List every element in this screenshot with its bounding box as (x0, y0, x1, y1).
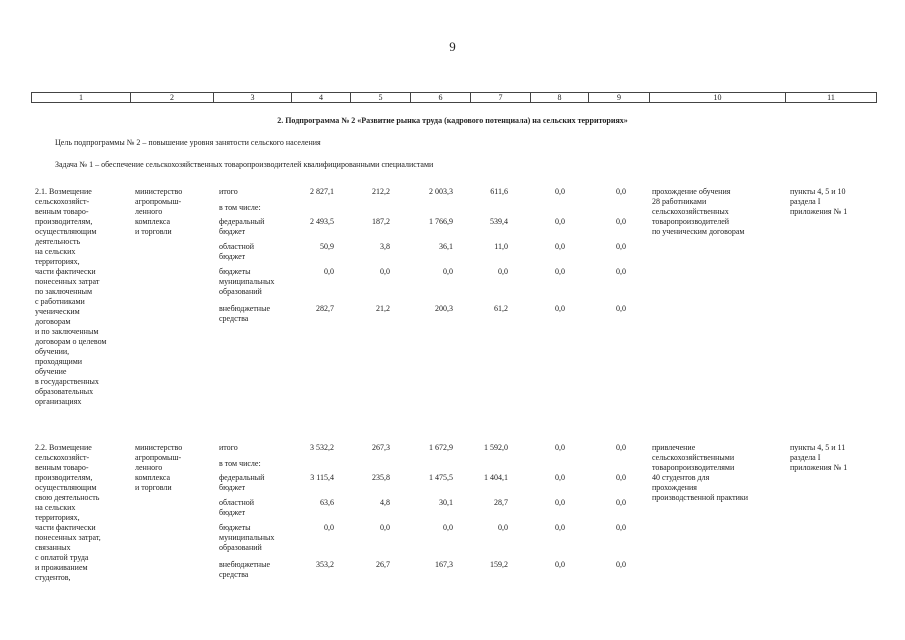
value-cell: 1 766,9 (429, 217, 453, 226)
value-cell: 2 003,3 (429, 187, 453, 196)
value-cell: 353,2 (316, 560, 334, 569)
value-cell: 0,0 (380, 523, 390, 532)
column-number: 10 (650, 93, 786, 103)
value-cell: 0,0 (324, 523, 334, 532)
value-cell: 1 404,1 (484, 473, 508, 482)
value-cell: 0,0 (555, 473, 565, 482)
value-cell: 1 475,5 (429, 473, 453, 482)
legal-reference: пункты 4, 5 и 11 раздела I приложения № 1 (790, 443, 848, 472)
column-number: 1 (32, 93, 131, 103)
column-number: 9 (589, 93, 650, 103)
measure-executor: министерство агропромыш- ленного комплекса и торговли (135, 443, 183, 492)
source-label: внебюджетные средства (219, 304, 270, 323)
subprogram-title: 2. Подпрограмма № 2 «Развитие рынка труда (кадрового потенциала) на сельских территориях» (277, 116, 628, 125)
value-cell: 0,0 (498, 267, 508, 276)
value-cell: 611,6 (490, 187, 508, 196)
page-number: 9 (449, 39, 456, 54)
value-cell: 187,2 (372, 217, 390, 226)
value-cell: 28,7 (494, 498, 508, 507)
legal-reference: пункты 4, 5 и 10 раздела I приложения № 1 (790, 187, 848, 216)
source-label: федеральный бюджет (219, 217, 265, 236)
value-cell: 63,6 (320, 498, 334, 507)
value-cell: 0,0 (616, 304, 626, 313)
expected-result: привлечение сельскохозяйственными товаропроизводителями 40 студентов для прохождения производственной практики (652, 443, 749, 502)
value-cell: 200,3 (435, 304, 453, 313)
value-cell: 282,7 (316, 304, 334, 313)
value-cell: 0,0 (616, 523, 626, 532)
value-cell: 4,8 (380, 498, 390, 507)
value-cell: 235,8 (372, 473, 390, 482)
source-label: бюджеты муниципальных образований (219, 523, 275, 552)
value-cell: 1 672,9 (429, 443, 453, 452)
value-cell: 0,0 (443, 267, 453, 276)
value-cell: 0,0 (555, 523, 565, 532)
value-cell: 0,0 (616, 267, 626, 276)
value-cell: 0,0 (555, 560, 565, 569)
source-label: бюджеты муниципальных образований (219, 267, 275, 296)
value-cell: 0,0 (616, 242, 626, 251)
value-cell: 0,0 (616, 443, 626, 452)
value-cell: 212,2 (372, 187, 390, 196)
value-cell: 0,0 (498, 523, 508, 532)
value-cell: 0,0 (616, 473, 626, 482)
value-cell: 3 115,4 (310, 473, 334, 482)
value-cell: 36,1 (439, 242, 453, 251)
source-label: областной бюджет (219, 498, 255, 517)
measure-name: 2.2. Возмещение сельскохозяйст- венным товаро- производителям, осуществляющим свою деятельность на сельских территориях, части фактически понесенных затрат, связанных с оплатой труда и проживанием студентов, (35, 443, 101, 582)
value-cell: 21,2 (376, 304, 390, 313)
value-cell: 0,0 (555, 267, 565, 276)
value-cell: 3 532,2 (310, 443, 334, 452)
column-number: 5 (351, 93, 411, 103)
value-cell: 61,2 (494, 304, 508, 313)
value-cell: 26,7 (376, 560, 390, 569)
source-label: в том числе: (219, 459, 261, 468)
value-cell: 0,0 (324, 267, 334, 276)
measure-executor: министерство агропромыш- ленного комплекса и торговли (135, 187, 183, 236)
goal-text: Цель подпрограммы № 2 – повышение уровня занятости сельского населения (55, 138, 321, 147)
column-number: 11 (786, 93, 877, 103)
value-cell: 3,8 (380, 242, 390, 251)
value-cell: 0,0 (380, 267, 390, 276)
value-cell: 0,0 (555, 443, 565, 452)
value-cell: 2 493,5 (310, 217, 334, 226)
value-cell: 167,3 (435, 560, 453, 569)
source-label: в том числе: (219, 203, 261, 212)
source-label: итого (219, 443, 238, 452)
source-label: областной бюджет (219, 242, 255, 261)
value-cell: 539,4 (490, 217, 508, 226)
value-cell: 0,0 (555, 498, 565, 507)
value-cell: 50,9 (320, 242, 334, 251)
value-cell: 30,1 (439, 498, 453, 507)
expected-result: прохождение обучения 28 работниками сельскохозяйственных товаропроизводителей по ученическим договорам (652, 187, 745, 236)
value-cell: 0,0 (555, 242, 565, 251)
column-number: 3 (214, 93, 292, 103)
column-number: 2 (131, 93, 214, 103)
column-number: 4 (292, 93, 351, 103)
value-cell: 0,0 (555, 187, 565, 196)
task-text: Задача № 1 – обеспечение сельскохозяйственных товаропроизводителей квалифицированными специалистами (55, 160, 434, 169)
value-cell: 0,0 (616, 187, 626, 196)
value-cell: 2 827,1 (310, 187, 334, 196)
value-cell: 159,2 (490, 560, 508, 569)
value-cell: 0,0 (616, 217, 626, 226)
column-number: 7 (471, 93, 531, 103)
column-number: 8 (531, 93, 589, 103)
value-cell: 0,0 (616, 498, 626, 507)
source-label: итого (219, 187, 238, 196)
value-cell: 267,3 (372, 443, 390, 452)
measure-name: 2.1. Возмещение сельскохозяйст- венным товаро- производителям, осуществляющим деятельность на сельских территориях, части фактически понесенных затрат по заключенным с работниками ученическим договорам и по заключенным договорам о целевом обучении, проходящими обучение в государственных образовательных организациях (35, 187, 107, 406)
value-cell: 11,0 (494, 242, 508, 251)
value-cell: 1 592,0 (484, 443, 508, 452)
source-label: внебюджетные средства (219, 560, 270, 579)
source-label: федеральный бюджет (219, 473, 265, 492)
column-number: 6 (411, 93, 471, 103)
value-cell: 0,0 (555, 217, 565, 226)
value-cell: 0,0 (616, 560, 626, 569)
value-cell: 0,0 (555, 304, 565, 313)
column-number-row (31, 92, 877, 103)
value-cell: 0,0 (443, 523, 453, 532)
